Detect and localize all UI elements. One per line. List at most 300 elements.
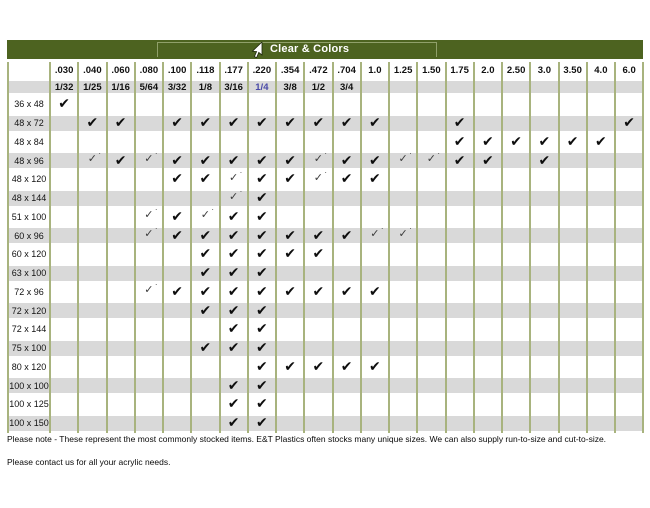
availability-cell bbox=[221, 245, 249, 264]
availability-cell bbox=[192, 376, 220, 395]
check-icon: ✓ · bbox=[144, 229, 153, 240]
availability-cell bbox=[164, 133, 192, 152]
check-icon: ✓ · bbox=[88, 154, 97, 165]
check-icon: ✔ bbox=[227, 207, 240, 224]
availability-cell bbox=[79, 358, 107, 377]
availability-cell bbox=[588, 414, 616, 433]
check-icon: ✔ bbox=[256, 282, 268, 299]
check-icon: ✔ bbox=[284, 151, 296, 168]
corner-cell bbox=[9, 62, 51, 79]
availability-cell bbox=[531, 226, 559, 245]
availability-cell bbox=[192, 264, 220, 283]
availability-cell bbox=[305, 170, 333, 189]
availability-cell bbox=[390, 133, 418, 152]
check-icon: ✔ bbox=[340, 357, 353, 374]
availability-cell bbox=[164, 245, 192, 264]
availability-cell bbox=[531, 264, 559, 283]
column-header-fraction bbox=[503, 79, 531, 95]
availability-cell bbox=[616, 320, 644, 339]
size-label-cell bbox=[9, 301, 51, 320]
check-icon: ✔ bbox=[227, 151, 240, 168]
column-header-fraction bbox=[334, 79, 362, 95]
availability-cell bbox=[334, 376, 362, 395]
availability-cell bbox=[334, 151, 362, 170]
availability-cell bbox=[616, 339, 644, 358]
availability-cell bbox=[192, 320, 220, 339]
check-icon: ✔ bbox=[256, 339, 268, 356]
availability-cell bbox=[221, 114, 249, 133]
availability-cell bbox=[249, 189, 277, 208]
availability-cell bbox=[164, 208, 192, 227]
check-icon: ✔ bbox=[453, 114, 466, 131]
column-header-fraction bbox=[164, 79, 192, 95]
availability-cell bbox=[447, 151, 475, 170]
availability-cell bbox=[390, 245, 418, 264]
availability-cell bbox=[390, 151, 418, 170]
availability-cell bbox=[503, 114, 531, 133]
availability-cell bbox=[447, 95, 475, 114]
table-row bbox=[7, 62, 644, 79]
footer-contact: Please contact us for all your acrylic needs. bbox=[7, 457, 171, 467]
availability-cell bbox=[447, 114, 475, 133]
thickness-decimal-label: 1.25 bbox=[393, 65, 413, 76]
table-row bbox=[7, 395, 644, 414]
availability-cell bbox=[221, 376, 249, 395]
sheet-size-label: 60 x 96 bbox=[14, 230, 44, 241]
availability-cell bbox=[136, 170, 164, 189]
thickness-decimal-label: .354 bbox=[280, 65, 300, 76]
check-icon: ✓ · bbox=[314, 173, 323, 184]
availability-cell bbox=[418, 95, 446, 114]
availability-cell bbox=[79, 264, 107, 283]
check-icon: ✔ bbox=[538, 132, 551, 149]
check-icon: ✔ bbox=[312, 114, 325, 131]
availability-cell bbox=[51, 151, 79, 170]
availability-cell bbox=[136, 301, 164, 320]
availability-cell bbox=[192, 170, 220, 189]
availability-cell bbox=[192, 133, 220, 152]
availability-cell bbox=[418, 395, 446, 414]
thickness-fraction-label: 1/8 bbox=[198, 81, 212, 93]
column-header-decimal bbox=[221, 62, 249, 79]
table-row bbox=[7, 376, 644, 395]
availability-cell bbox=[503, 151, 531, 170]
availability-cell bbox=[334, 320, 362, 339]
availability-cell bbox=[108, 283, 136, 302]
availability-cell bbox=[249, 114, 277, 133]
availability-cell bbox=[305, 395, 333, 414]
availability-cell bbox=[560, 208, 588, 227]
column-header-fraction bbox=[418, 79, 446, 95]
check-icon: ✔ bbox=[199, 339, 212, 356]
check-icon: ✔ bbox=[199, 114, 212, 131]
availability-cell bbox=[588, 208, 616, 227]
availability-cell bbox=[79, 208, 107, 227]
check-icon: ✔ bbox=[284, 245, 296, 262]
availability-cell bbox=[588, 358, 616, 377]
availability-cell bbox=[418, 339, 446, 358]
check-icon: ✔ bbox=[171, 151, 183, 168]
column-header-fraction bbox=[221, 79, 249, 95]
check-icon: ✔ bbox=[482, 132, 494, 149]
check-icon: ✔ bbox=[199, 226, 212, 243]
thickness-decimal-label: 1.0 bbox=[368, 65, 382, 76]
availability-cell bbox=[334, 208, 362, 227]
availability-cell bbox=[108, 339, 136, 358]
availability-cell bbox=[277, 264, 305, 283]
availability-cell bbox=[503, 414, 531, 433]
availability-cell bbox=[51, 320, 79, 339]
check-icon: ✔ bbox=[510, 132, 522, 149]
table-row bbox=[7, 245, 644, 264]
availability-cell bbox=[192, 189, 220, 208]
check-icon: ✓ · bbox=[144, 154, 153, 165]
thickness-decimal-label: .030 bbox=[54, 65, 74, 76]
size-label-cell bbox=[9, 189, 51, 208]
availability-cell bbox=[503, 226, 531, 245]
thickness-decimal-label: 2.50 bbox=[506, 65, 526, 76]
availability-cell bbox=[136, 395, 164, 414]
check-icon: ✔ bbox=[284, 114, 296, 131]
availability-cell bbox=[418, 189, 446, 208]
availability-cell bbox=[362, 170, 390, 189]
availability-cell bbox=[362, 133, 390, 152]
column-header-decimal bbox=[447, 62, 475, 79]
check-icon: ✔ bbox=[256, 189, 268, 206]
check-icon: ✔ bbox=[227, 245, 240, 262]
availability-cell bbox=[334, 301, 362, 320]
size-label-cell bbox=[9, 283, 51, 302]
availability-cell bbox=[447, 358, 475, 377]
check-icon: ✔ bbox=[312, 282, 325, 299]
availability-cell bbox=[362, 320, 390, 339]
column-header-fraction bbox=[588, 79, 616, 95]
availability-cell bbox=[475, 208, 503, 227]
availability-cell bbox=[588, 170, 616, 189]
availability-cell bbox=[136, 95, 164, 114]
availability-cell bbox=[108, 226, 136, 245]
availability-cell bbox=[192, 283, 220, 302]
table-row bbox=[7, 301, 644, 320]
availability-cell bbox=[305, 264, 333, 283]
check-icon: ✓ · bbox=[229, 192, 238, 203]
column-header-fraction bbox=[362, 79, 390, 95]
table-row bbox=[7, 283, 644, 302]
page-title: Clear & Colors bbox=[270, 43, 350, 55]
availability-cell bbox=[560, 189, 588, 208]
availability-cell bbox=[249, 301, 277, 320]
column-header-decimal bbox=[503, 62, 531, 79]
availability-cell bbox=[447, 208, 475, 227]
availability-cell bbox=[108, 395, 136, 414]
availability-cell bbox=[390, 414, 418, 433]
size-label-cell bbox=[9, 358, 51, 377]
availability-cell bbox=[136, 264, 164, 283]
availability-cell bbox=[79, 226, 107, 245]
size-label-cell bbox=[9, 245, 51, 264]
availability-cell bbox=[475, 226, 503, 245]
size-label-cell bbox=[9, 376, 51, 395]
availability-cell bbox=[475, 301, 503, 320]
availability-cell bbox=[418, 226, 446, 245]
availability-cell bbox=[616, 301, 644, 320]
sheet-size-label: 36 x 48 bbox=[14, 99, 44, 110]
availability-cell bbox=[560, 376, 588, 395]
availability-cell bbox=[79, 414, 107, 433]
availability-cell bbox=[616, 358, 644, 377]
sheet-size-label: 48 x 72 bbox=[14, 118, 44, 129]
check-icon: ✔ bbox=[227, 376, 240, 393]
availability-cell bbox=[305, 114, 333, 133]
corner-cell bbox=[9, 79, 51, 95]
check-icon: ✔ bbox=[227, 114, 240, 131]
column-header-decimal bbox=[390, 62, 418, 79]
check-icon: ✔ bbox=[114, 151, 127, 168]
availability-cell bbox=[79, 133, 107, 152]
availability-cell bbox=[136, 208, 164, 227]
check-icon: ✓ · bbox=[399, 229, 408, 240]
column-header-fraction bbox=[390, 79, 418, 95]
availability-cell bbox=[164, 170, 192, 189]
availability-cell bbox=[108, 133, 136, 152]
table-row bbox=[7, 189, 644, 208]
check-icon: ✔ bbox=[284, 226, 296, 243]
availability-cell bbox=[475, 133, 503, 152]
check-icon: ✔ bbox=[199, 282, 212, 299]
availability-cell bbox=[560, 95, 588, 114]
availability-cell bbox=[221, 226, 249, 245]
check-icon: ✔ bbox=[369, 170, 381, 187]
availability-cell bbox=[390, 358, 418, 377]
availability-cell bbox=[503, 339, 531, 358]
availability-cell bbox=[362, 151, 390, 170]
column-header-decimal bbox=[192, 62, 220, 79]
thickness-decimal-label: .040 bbox=[83, 65, 102, 76]
column-header-decimal bbox=[475, 62, 503, 79]
availability-cell bbox=[560, 114, 588, 133]
availability-cell bbox=[531, 358, 559, 377]
availability-cell bbox=[277, 301, 305, 320]
availability-cell bbox=[531, 320, 559, 339]
availability-cell bbox=[588, 245, 616, 264]
availability-cell bbox=[616, 264, 644, 283]
availability-cell bbox=[362, 414, 390, 433]
thickness-fraction-label: 5/64 bbox=[139, 81, 159, 93]
availability-cell bbox=[418, 114, 446, 133]
availability-cell bbox=[108, 151, 136, 170]
availability-cell bbox=[560, 226, 588, 245]
availability-cell bbox=[79, 301, 107, 320]
availability-cell bbox=[616, 151, 644, 170]
availability-cell bbox=[305, 376, 333, 395]
availability-cell bbox=[362, 226, 390, 245]
availability-cell bbox=[418, 358, 446, 377]
availability-cell bbox=[249, 358, 277, 377]
table-row bbox=[7, 170, 644, 189]
check-icon: ✔ bbox=[312, 245, 325, 262]
availability-cell bbox=[390, 339, 418, 358]
availability-cell bbox=[390, 320, 418, 339]
availability-cell bbox=[531, 301, 559, 320]
availability-cell bbox=[277, 283, 305, 302]
availability-cell bbox=[164, 189, 192, 208]
availability-cell bbox=[192, 226, 220, 245]
check-icon: ✔ bbox=[171, 282, 183, 299]
availability-cell bbox=[136, 133, 164, 152]
availability-cell bbox=[51, 283, 79, 302]
check-icon: ✔ bbox=[340, 282, 353, 299]
size-label-cell bbox=[9, 395, 51, 414]
availability-cell bbox=[249, 395, 277, 414]
thickness-decimal-label: .472 bbox=[309, 65, 328, 76]
column-header-decimal bbox=[51, 62, 79, 79]
sheet-size-label: 72 x 144 bbox=[11, 324, 47, 335]
check-icon: ✓ · bbox=[399, 154, 408, 165]
availability-cell bbox=[503, 95, 531, 114]
table-row bbox=[7, 414, 644, 433]
availability-cell bbox=[108, 301, 136, 320]
thickness-decimal-label: 1.50 bbox=[422, 65, 441, 76]
availability-cell bbox=[588, 376, 616, 395]
availability-cell bbox=[475, 114, 503, 133]
availability-cell bbox=[447, 245, 475, 264]
size-label-cell bbox=[9, 339, 51, 358]
title-bar bbox=[7, 40, 643, 59]
check-icon: ✔ bbox=[199, 301, 212, 318]
availability-cell bbox=[390, 170, 418, 189]
availability-cell bbox=[447, 189, 475, 208]
availability-cell bbox=[418, 208, 446, 227]
availability-cell bbox=[164, 151, 192, 170]
availability-cell bbox=[362, 283, 390, 302]
availability-cell bbox=[560, 133, 588, 152]
availability-cell bbox=[560, 170, 588, 189]
availability-cell bbox=[277, 245, 305, 264]
availability-cell bbox=[588, 226, 616, 245]
check-icon: ✔ bbox=[256, 114, 268, 131]
check-icon: ✔ bbox=[453, 151, 466, 168]
availability-cell bbox=[447, 170, 475, 189]
availability-cell bbox=[277, 114, 305, 133]
availability-cell bbox=[334, 358, 362, 377]
availability-cell bbox=[588, 339, 616, 358]
availability-cell bbox=[560, 414, 588, 433]
check-icon: ✔ bbox=[199, 151, 212, 168]
check-icon: ✔ bbox=[171, 170, 183, 187]
check-icon: ✔ bbox=[312, 226, 325, 243]
check-icon: ✓ · bbox=[370, 229, 379, 240]
column-header-fraction bbox=[277, 79, 305, 95]
availability-cell bbox=[362, 208, 390, 227]
availability-cell bbox=[249, 151, 277, 170]
availability-cell bbox=[108, 376, 136, 395]
availability-cell bbox=[79, 245, 107, 264]
availability-cell bbox=[418, 170, 446, 189]
thickness-decimal-label: .060 bbox=[111, 65, 130, 76]
thickness-decimal-label: 3.50 bbox=[563, 65, 582, 76]
availability-cell bbox=[51, 358, 79, 377]
check-icon: ✔ bbox=[340, 226, 353, 243]
check-icon: ✔ bbox=[256, 245, 268, 262]
availability-cell bbox=[51, 376, 79, 395]
availability-cell bbox=[51, 301, 79, 320]
column-header-decimal bbox=[108, 62, 136, 79]
sheet-size-label: 100 x 125 bbox=[9, 399, 49, 410]
check-icon: ✔ bbox=[199, 170, 212, 187]
availability-cell bbox=[418, 414, 446, 433]
availability-cell bbox=[475, 283, 503, 302]
availability-cell bbox=[390, 95, 418, 114]
availability-cell bbox=[79, 320, 107, 339]
check-icon: ✔ bbox=[227, 301, 240, 318]
availability-cell bbox=[447, 320, 475, 339]
column-header-decimal bbox=[418, 62, 446, 79]
availability-cell bbox=[390, 283, 418, 302]
availability-cell bbox=[164, 339, 192, 358]
availability-cell bbox=[616, 283, 644, 302]
availability-cell bbox=[249, 339, 277, 358]
availability-cell bbox=[277, 189, 305, 208]
availability-cell bbox=[588, 95, 616, 114]
availability-cell bbox=[192, 208, 220, 227]
table-row bbox=[7, 95, 644, 114]
availability-cell bbox=[334, 395, 362, 414]
thickness-fraction-label: 1/32 bbox=[54, 81, 74, 93]
availability-cell bbox=[277, 151, 305, 170]
check-icon: ✓ · bbox=[144, 285, 153, 296]
check-icon: ✔ bbox=[171, 114, 183, 131]
availability-cell bbox=[136, 376, 164, 395]
availability-cell bbox=[475, 151, 503, 170]
availability-cell bbox=[305, 95, 333, 114]
availability-cell bbox=[560, 339, 588, 358]
check-icon: ✓ · bbox=[201, 210, 210, 221]
size-label-cell bbox=[9, 114, 51, 133]
availability-cell bbox=[475, 170, 503, 189]
check-icon: ✓ · bbox=[144, 210, 153, 221]
check-icon: ✔ bbox=[369, 282, 381, 299]
availability-cell bbox=[164, 301, 192, 320]
thickness-fraction-label: 3/32 bbox=[167, 81, 187, 93]
availability-cell bbox=[277, 395, 305, 414]
availability-cell bbox=[221, 264, 249, 283]
availability-cell bbox=[277, 320, 305, 339]
availability-cell bbox=[192, 414, 220, 433]
availability-cell bbox=[531, 245, 559, 264]
availability-cell bbox=[108, 95, 136, 114]
column-header-decimal bbox=[277, 62, 305, 79]
availability-cell bbox=[221, 339, 249, 358]
availability-cell bbox=[79, 395, 107, 414]
availability-cell bbox=[447, 226, 475, 245]
check-icon: ✔ bbox=[256, 376, 268, 393]
column-header-fraction bbox=[136, 79, 164, 95]
check-icon: ✔ bbox=[256, 226, 268, 243]
availability-cell bbox=[108, 245, 136, 264]
availability-cell bbox=[447, 133, 475, 152]
availability-cell bbox=[249, 95, 277, 114]
availability-cell bbox=[249, 208, 277, 227]
availability-cell bbox=[503, 133, 531, 152]
availability-cell bbox=[447, 395, 475, 414]
size-label-cell bbox=[9, 151, 51, 170]
availability-cell bbox=[221, 170, 249, 189]
availability-cell bbox=[164, 95, 192, 114]
availability-cell bbox=[277, 208, 305, 227]
availability-cell bbox=[560, 245, 588, 264]
availability-cell bbox=[164, 358, 192, 377]
availability-cell bbox=[503, 301, 531, 320]
